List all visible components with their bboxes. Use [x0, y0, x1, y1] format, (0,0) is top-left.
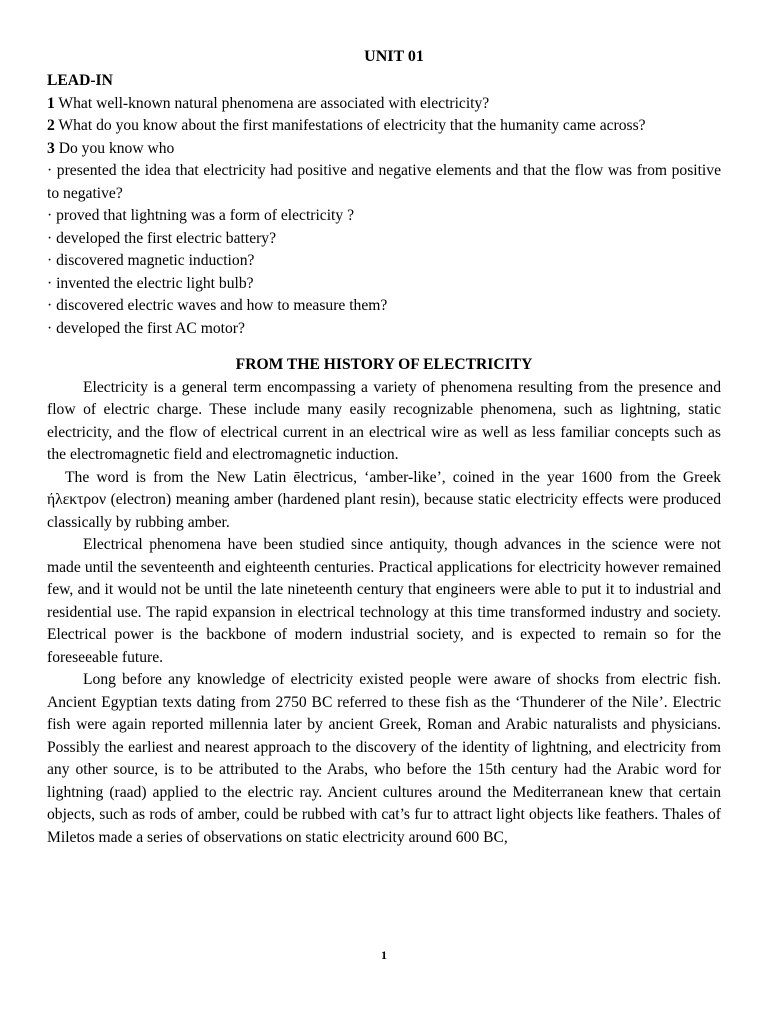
question-number: 1	[47, 94, 55, 112]
question-number: 2	[47, 117, 55, 134]
question-text: Do you know who	[54, 139, 175, 157]
page-number: 1	[381, 948, 387, 962]
article-paragraph: Long before any knowledge of electricity existed people were aware of shocks from electric fish. Ancient Egyptian texts dating from 2750 BC referred to these fish as the ‘Thunderer of the Nile’. Electric fish were again reported millennia later by ancient Greek, Roman and Arabic naturalists and physicians. Possibly the earliest and nearest approach to the discovery of the identity of lightning, and electricity from any other source, is to be attributed to the Arabs, who before the 15th century had the Arabic word for lightning (raad) applied to the electric ray. Ancient cultures around the Mediterranean knew that certain objects, such as rods of amber, could be rubbed with cat’s fur to attract light objects like feathers. Thales of Miletos made a series of observations on static electricity around 600 BC,	[47, 671, 721, 846]
bullet-item: · developed the first electric battery?	[47, 229, 277, 247]
question-2	[47, 115, 721, 138]
question-1	[47, 93, 721, 116]
bullet-item: · proved that lightning was a form of electricity ?	[47, 207, 355, 224]
article-paragraph: Electrical phenomena have been studied since antiquity, though advances in the science were not made until the seventeenth and eighteenth centuries. Practical applications for electricity however remained few, and it would not be until the late nineteenth century that engineers were able to put it to industrial and residential use. The rapid expansion in electrical technology at this time transformed industry and society. Electrical power is the backbone of modern industrial society, and is expected to remain so for the foreseeable future.	[47, 536, 721, 666]
question-number: 3	[47, 139, 55, 157]
bullet-item: · invented the electric light bulb?	[47, 274, 254, 292]
lead-in-heading: LEAD-IN	[47, 72, 113, 89]
bullet-item: · presented the idea that electricity had positive and negative elements and that the flow was from positive to negative?	[47, 162, 721, 202]
question-text: What well-known natural phenomena are associated with electricity?	[54, 94, 490, 112]
article-paragraph: The word is from the New Latin ēlectricus, ‘amber-like’, coined in the year 1600 from the Greek ήλεκτρον (electron) meaning amber (hardened plant resin), because static electricity effects were produced classically by rubbing amber.	[47, 468, 721, 531]
unit-title: UNIT 01	[364, 48, 424, 65]
article-paragraph: Electricity is a general term encompassing a variety of phenomena resulting from the presence and flow of electric charge. These include many easily recognizable phenomena, such as lightning, static electricity, and the flow of electrical current in an electrical wire as well as less familiar concepts such as the electromagnetic field and electromagnetic induction.	[47, 378, 721, 463]
document-page	[47, 44, 721, 849]
question-3	[47, 138, 721, 161]
bullet-item: · developed the first AC motor?	[47, 319, 245, 337]
question-text: What do you know about the first manifestations of electricity that the humanity came across?	[54, 117, 646, 134]
bullet-item: · discovered electric waves and how to measure them?	[47, 297, 388, 314]
article-title: FROM THE HISTORY OF ELECTRICITY	[235, 356, 533, 373]
bullet-item: · discovered magnetic induction?	[47, 252, 255, 269]
